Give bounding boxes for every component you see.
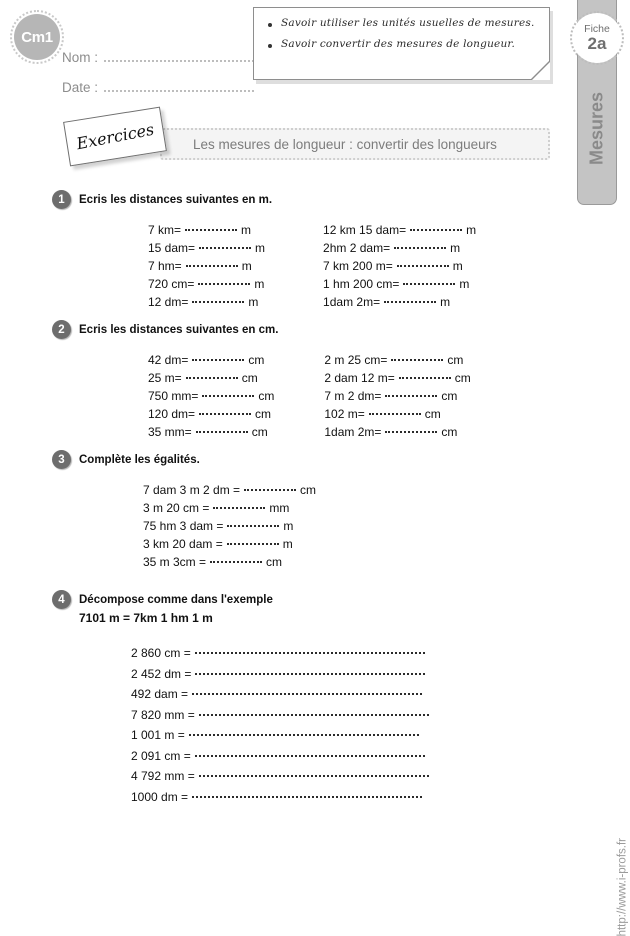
exercise-4-example: 7101 m = 7km 1 hm 1 m [79,611,213,625]
item-unit: m [459,277,470,291]
objective-text: Savoir convertir des mesures de longueur. [281,38,516,50]
item-prompt: 7 dam 3 m 2 dm = [143,483,241,497]
answer-blank[interactable] [385,431,437,433]
item-prompt: 2 091 cm = [131,748,191,763]
bullet-icon [268,23,272,27]
item-unit: cm [441,425,458,439]
item-prompt: 7 hm= [148,259,182,273]
fiche-number-text: 2a [587,33,607,53]
exercise-3-header [0,450,560,469]
answer-blank[interactable] [210,561,262,563]
answer-blank[interactable] [199,775,429,777]
exercise-1-column-left [148,221,265,311]
answer-blank[interactable] [195,673,425,675]
name-field-label: Nom : [62,50,99,65]
exercise-item [148,423,274,441]
exercise-item [131,684,433,705]
worksheet-title-bar [160,128,550,160]
worksheet-title: Les mesures de longueur : convertir des longueurs [193,136,497,152]
item-prompt: 4 792 mm = [131,769,195,783]
exercise-item [131,746,433,767]
item-unit: m [241,223,252,237]
exercise-item [323,293,476,311]
item-prompt: 1dam 2m= [323,295,381,309]
exercise-item [148,221,265,239]
exercise-1-column-right [323,221,476,311]
answer-blank[interactable] [403,283,455,285]
exercise-item [148,293,265,311]
answer-blank[interactable] [369,413,421,415]
item-unit: m [452,259,463,273]
exercise-item [324,387,470,405]
item-prompt: 7 km 200 m= [323,259,393,273]
item-unit: m [450,241,461,255]
answer-blank[interactable] [185,229,237,231]
exercise-item [131,725,433,746]
subject-tab-label: Mesures [586,91,607,166]
item-prompt: 25 m= [148,371,182,385]
item-prompt: 1 001 m = [131,728,185,742]
answer-blank[interactable] [189,734,419,736]
answer-blank[interactable] [384,301,436,303]
answer-blank[interactable] [213,507,265,509]
exercise-2-column-right [324,351,470,441]
answer-blank[interactable] [199,247,251,249]
exercise-block-3 [0,450,560,571]
item-prompt: 7 820 mm = [131,707,195,722]
item-prompt: 3 m 20 cm = [143,501,210,515]
answer-blank[interactable] [199,413,251,415]
answer-blank[interactable] [192,693,422,695]
item-prompt: 2 860 cm = [131,646,191,660]
item-prompt: 3 km 20 dam = [143,537,223,551]
fiche-word-label: Fiche [584,22,610,35]
answer-blank[interactable] [399,377,451,379]
exercise-item [148,257,265,275]
item-prompt: 2 452 dm = [131,666,192,681]
item-unit: cm [300,483,317,497]
answer-blank[interactable] [227,543,279,545]
exercise-item [131,705,433,726]
exercise-item [323,239,476,257]
exercise-instruction: Complète les égalités. [79,453,200,466]
answer-blank[interactable] [192,359,244,361]
item-prompt: 7 m 2 dm= [324,389,382,403]
exercise-4-header [0,590,560,609]
exercise-number-badge: 3 [52,450,71,469]
item-prompt: 42 dm= [148,353,189,367]
exercise-4-columns [0,643,560,807]
answer-blank[interactable] [186,265,238,267]
exercise-item [148,369,274,387]
exercise-item [148,351,274,369]
exercise-item [143,553,316,571]
item-prompt: 35 mm= [148,425,192,439]
item-unit: cm [424,407,441,421]
exercise-instruction: Ecris les distances suivantes en cm. [79,323,279,336]
answer-blank[interactable] [244,489,296,491]
name-field-blank[interactable] [104,58,254,62]
objective-text: Savoir utiliser les unités usuelles de mesures. [281,17,535,29]
exercise-item [131,766,433,787]
exercise-number-badge: 2 [52,320,71,339]
exercise-item [324,351,470,369]
item-prompt: 750 mm= [148,389,199,403]
item-prompt: 492 dam = [131,687,189,701]
item-prompt: 1 hm 200 cm= [323,277,400,291]
exercise-number-badge: 4 [52,590,71,609]
answer-blank[interactable] [397,265,449,267]
exercise-2-columns [0,351,560,441]
grade-level-badge [14,14,60,60]
exercise-number-badge: 1 [52,190,71,209]
exercise-item [143,517,316,535]
item-unit: cm [266,555,283,569]
item-prompt: 12 dm= [148,295,189,309]
item-unit: cm [447,353,464,367]
answer-blank[interactable] [385,395,437,397]
item-prompt: 1dam 2m= [324,425,382,439]
item-unit: m [282,537,293,551]
item-unit: m [255,241,266,255]
exercices-label: Exercices [74,119,156,154]
exercices-card [63,107,167,167]
exercise-2-header [0,320,560,339]
exercise-item [323,221,476,239]
answer-blank[interactable] [394,247,446,249]
item-unit: m [440,295,451,309]
item-prompt: 12 km 15 dam= [323,223,407,237]
item-unit: cm [255,407,272,421]
exercise-item [148,405,274,423]
answer-blank[interactable] [186,377,238,379]
item-unit: cm [441,389,458,403]
item-prompt: 120 dm= [148,407,196,421]
exercise-item [148,275,265,293]
footer-website-url[interactable]: http://www.i-profs.fr [616,838,628,936]
item-unit: cm [248,353,265,367]
item-unit: mm [269,501,290,515]
exercise-item [324,423,470,441]
item-unit: cm [454,371,471,385]
item-unit: m [241,259,252,273]
answer-blank[interactable] [199,714,429,716]
exercise-item [148,387,274,405]
item-unit: cm [241,371,258,385]
fiche-number-badge [572,13,622,63]
name-field-row [62,50,254,65]
answer-blank[interactable] [192,301,244,303]
answer-blank[interactable] [391,359,443,361]
item-prompt: 75 hm 3 dam = [143,519,224,533]
date-field-blank[interactable] [104,88,254,92]
exercise-block-4 [0,590,560,807]
exercise-item [143,481,316,499]
item-unit: m [248,295,259,309]
objectives-card [253,7,550,80]
item-unit: m [283,519,294,533]
exercise-block-1 [0,190,560,311]
exercise-item [143,535,316,553]
exercise-item [131,643,433,664]
exercise-item [148,239,265,257]
answer-blank[interactable] [196,431,248,433]
item-prompt: 15 dam= [148,241,196,255]
item-prompt: 2 dam 12 m= [324,371,395,385]
exercise-item [131,664,433,685]
objective-item [264,38,539,50]
date-field-label: Date : [62,80,99,95]
exercise-item [143,499,316,517]
exercise-item [131,787,433,808]
exercise-2-column-left [148,351,274,441]
exercise-1-header [0,190,560,209]
item-prompt: 35 m 3cm = [143,555,207,569]
exercise-3-column-left [143,481,316,571]
answer-blank[interactable] [195,755,425,757]
bullet-icon [268,44,272,48]
item-unit: m [254,277,265,291]
answer-blank[interactable] [202,395,254,397]
date-field-row [62,80,254,95]
exercise-item [324,369,470,387]
answer-blank[interactable] [198,283,250,285]
item-prompt: 7 km= [148,223,182,237]
item-unit: m [466,223,477,237]
item-unit: cm [251,425,268,439]
item-prompt: 1000 dm = [131,789,189,804]
exercise-block-2 [0,320,560,441]
answer-blank[interactable] [192,796,422,798]
exercise-instruction: Décompose comme dans l'exemple [79,593,273,606]
item-prompt: 2 m 25 cm= [324,353,388,367]
answer-blank[interactable] [227,525,279,527]
item-prompt: 2hm 2 dam= [323,241,391,255]
exercise-instruction: Ecris les distances suivantes en m. [79,193,273,206]
exercise-3-columns [0,481,560,571]
objective-item [264,17,539,29]
item-unit: cm [258,389,275,403]
exercise-item [323,275,476,293]
answer-blank[interactable] [410,229,462,231]
item-prompt: 720 cm= [148,277,195,291]
grade-level-text: Cm1 [21,28,53,46]
exercise-item [324,405,470,423]
answer-blank[interactable] [195,652,425,654]
exercise-item [323,257,476,275]
item-prompt: 102 m= [324,407,365,421]
exercise-1-columns [0,221,560,311]
exercise-4-column-left [131,643,433,807]
